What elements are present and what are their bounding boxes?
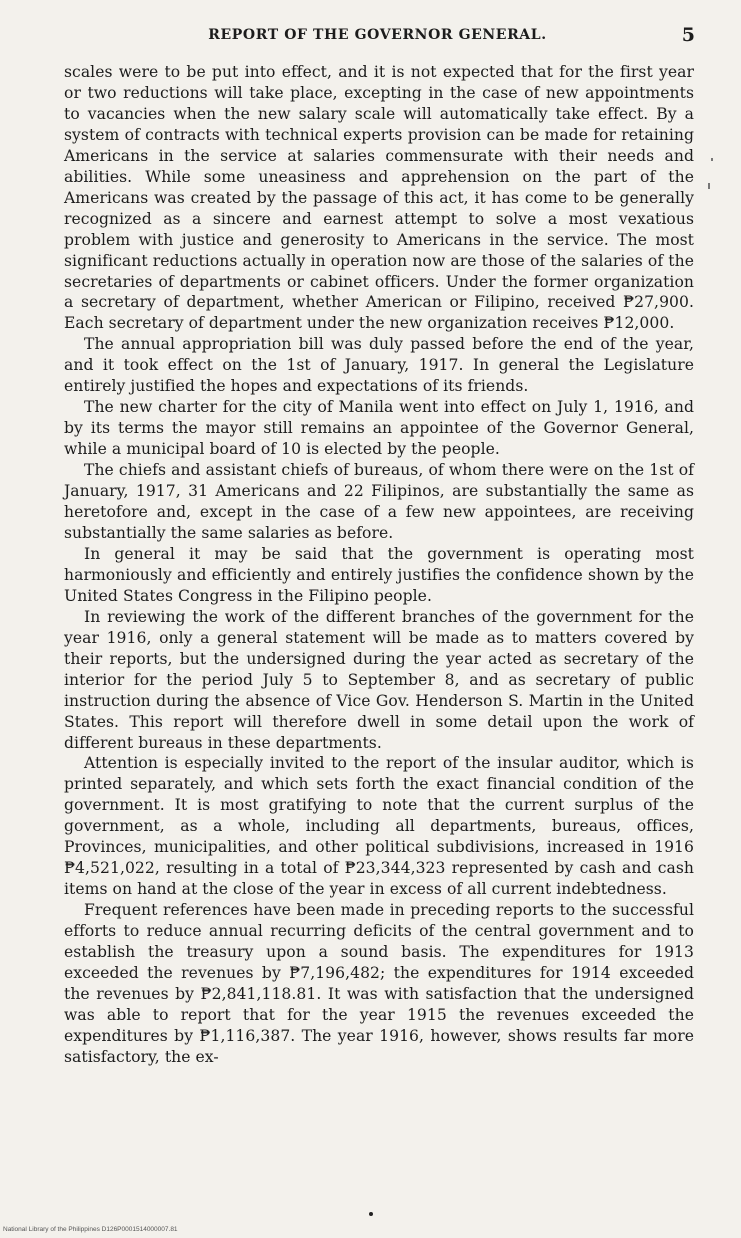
running-head xyxy=(60,24,695,49)
paragraph-review-of-work: In reviewing the work of the different branches of the government for the year 1916, only a general statement will be made as to matters covered by their reports, but the undersigned during the year acted as secretary of the interior for the period July 5 to September 8, and as secretary of public instruction during the absence of Vice Gov. Henderson S. Martin in the United States. This report will therefore dwell in some detail upon the work of different bureaus in these departments. xyxy=(64,607,694,752)
paragraph-salary-scales: scales were to be put into effect, and it is not expected that for the first year or two reductions will take place, excepting in the case of new appointments to vacancies when the new salary scale will automatically take effect. By a system of contracts with technical experts provision can be made for retaining Americans in the service at salaries commensurate with their needs and abilities. While some uneasiness and apprehension on the part of the Americans was created by the passage of this act, it has come to be generally recognized as a sincere and earnest attempt to solve a most vexatious problem with justice and generosity to Americans in the service. The most significant reductions actually in operation now are those of the salaries of the secretaries of departments or cabinet officers. Under the former organization a secretary of department, whether American or Filipino, received ₱27,900. Each secretary of department under the new organization receives ₱12,000. xyxy=(64,63,694,333)
margin-speck-upper xyxy=(711,158,713,161)
page-number: 5 xyxy=(681,24,695,46)
running-title: REPORT OF THE GOVERNOR GENERAL. xyxy=(208,27,547,43)
paragraph-government-operation: In general it may be said that the government is operating most harmoniously and efficiently and entirely justifies the confidence shown by the United States Congress in the Filipino people. xyxy=(64,544,694,605)
body-text xyxy=(64,62,694,1068)
paragraph-manila-charter: The new charter for the city of Manila went into effect on July 1, 1916, and by its terms the mayor still remains an appointee of the Governor General, while a municipal board of 10 is elected by the people. xyxy=(64,398,694,459)
paragraph-appropriation-bill: The annual appropriation bill was duly passed before the end of the year, and it took effect on the 1st of January, 1917. In general the Legislature entirely justified the hopes and expectations of its friends. xyxy=(64,335,694,396)
footer-credit: National Library of the Philippines D126P0001514000007.81 xyxy=(3,1226,178,1233)
paragraph-deficits: Frequent references have been made in preceding reports to the successful efforts to reduce annual recurring deficits of the central government and to establish the treasury upon a sound basis. The expenditures for 1913 exceeded the revenues by ₱7,196,482; the expenditures for 1914 exceeded the revenues by ₱2,841,118.81. It was with satisfaction that the undersigned was able to report that for the year 1915 the revenues exceeded the expenditures by ₱1,116,387. The year 1916, however, shows results far more satisfactory, the ex- xyxy=(64,901,694,1066)
paragraph-bureau-chiefs: The chiefs and assistant chiefs of bureaus, of whom there were on the 1st of January, 1917, 31 Americans and 22 Filipinos, are substantially the same as heretofore and, except in the case of a few new appointees, are receiving substantially the same salaries as before. xyxy=(64,461,694,542)
footer-dot xyxy=(369,1212,373,1216)
margin-speck-lower xyxy=(708,183,710,189)
paragraph-insular-auditor: Attention is especially invited to the report of the insular auditor, which is printed separately, and which sets forth the exact financial condition of the government. It is most gratifying to note that the current surplus of the government, as a whole, including all departments, bureaus, offices, Provinces, municipalities, and other political subdivisions, increased in 1916 ₱4,521,022, resulting in a total of ₱23,344,323 represented by cash and cash items on hand at the close of the year in excess of all current indebtedness. xyxy=(64,754,694,899)
